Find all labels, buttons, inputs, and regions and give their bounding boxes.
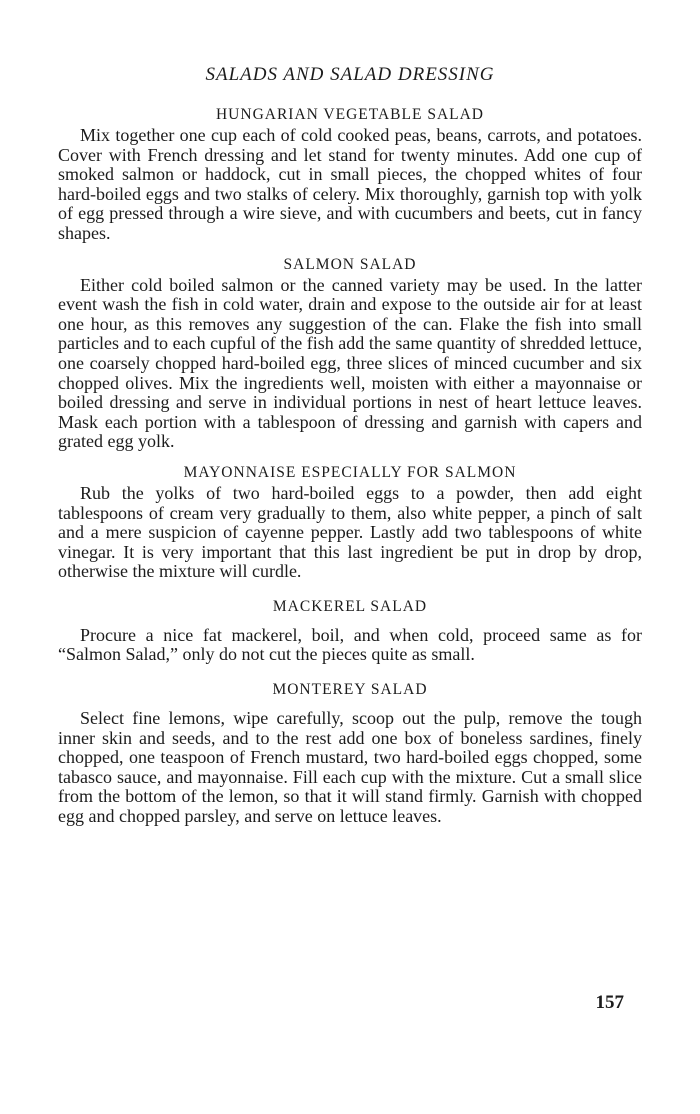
recipe-mayonnaise-especially-for-salmon [58,462,642,582]
page-number: 157 [595,992,624,1013]
recipe-body: Either cold boiled salmon or the canned variety may be used. In the latter event wash the fish in cold water, drain and expose to the outside air for at least one hour, as this removes any suggestion of the can. Flake the fish into small particles and to each cupful of the fish add the same quantity of shredded lettuce, one coarsely chopped hard-boiled egg, three slices of minced cucumber and six chopped olives. Mix the ingredients well, moisten with either a mayonnaise or boiled dressing and serve in individual portions in nest of heart lettuce leaves. Mask each portion with a tablespoon of dressing and garnish with capers and grated egg yolk. [58,274,642,452]
recipe-title: MONTEREY SALAD [272,681,428,699]
recipe-salmon-salad [58,254,642,452]
recipe-mackerel-salad [58,596,642,665]
recipe-title: HUNGARIAN VEGETABLE SALAD [215,106,484,123]
book-page [58,62,642,827]
recipe-hungarian-vegetable-salad [58,104,642,244]
recipe-monterey-salad [58,679,642,827]
running-head: SALADS AND SALAD DRESSING [205,64,495,85]
recipe-title: MAYONNAISE ESPECIALLY FOR SALMON [183,463,517,481]
recipe-title: SALMON SALAD [283,255,417,273]
recipe-body: Procure a nice fat mackerel, boil, and when cold, proceed same as for “Salmon Salad,” only do not cut the pieces quite as small. [58,624,642,665]
recipe-title: MACKEREL SALAD [272,597,428,615]
recipe-body: Rub the yolks of two hard-boiled eggs to a powder, then add eight tablespoons of cream very gradually to them, also white pepper, a pinch of salt and a mere suspicion of cayenne pepper. Lastly add two tablespoons of white vinegar. It is very important that this last ingredient be put in drop by drop, otherwise the mixture will curdle. [58,482,642,582]
recipe-body: Mix together one cup each of cold cooked peas, beans, carrots, and potatoes. Cover with French dressing and let stand for twenty minutes. Add one cup of smoked salmon or haddock, cut in small pieces, the chopped whites of four hard-boiled eggs and two stalks of celery. Mix thoroughly, garnish top with yolk of egg pressed through a wire sieve, and with cucumbers and beets, cut in fancy shapes. [58,125,642,243]
recipe-body: Select fine lemons, wipe carefully, scoop out the pulp, remove the tough inner skin and seeds, and to the rest add one box of boneless sardines, finely chopped, one teaspoon of French mustard, two hard-boiled eggs chopped, some tabasco sauce, and mayonnaise. Fill each cup with the mixture. Cut a small slice from the bottom of the lemon, so that it will stand firmly. Garnish with chopped egg and chopped parsley, and serve on lettuce leaves. [58,708,642,827]
